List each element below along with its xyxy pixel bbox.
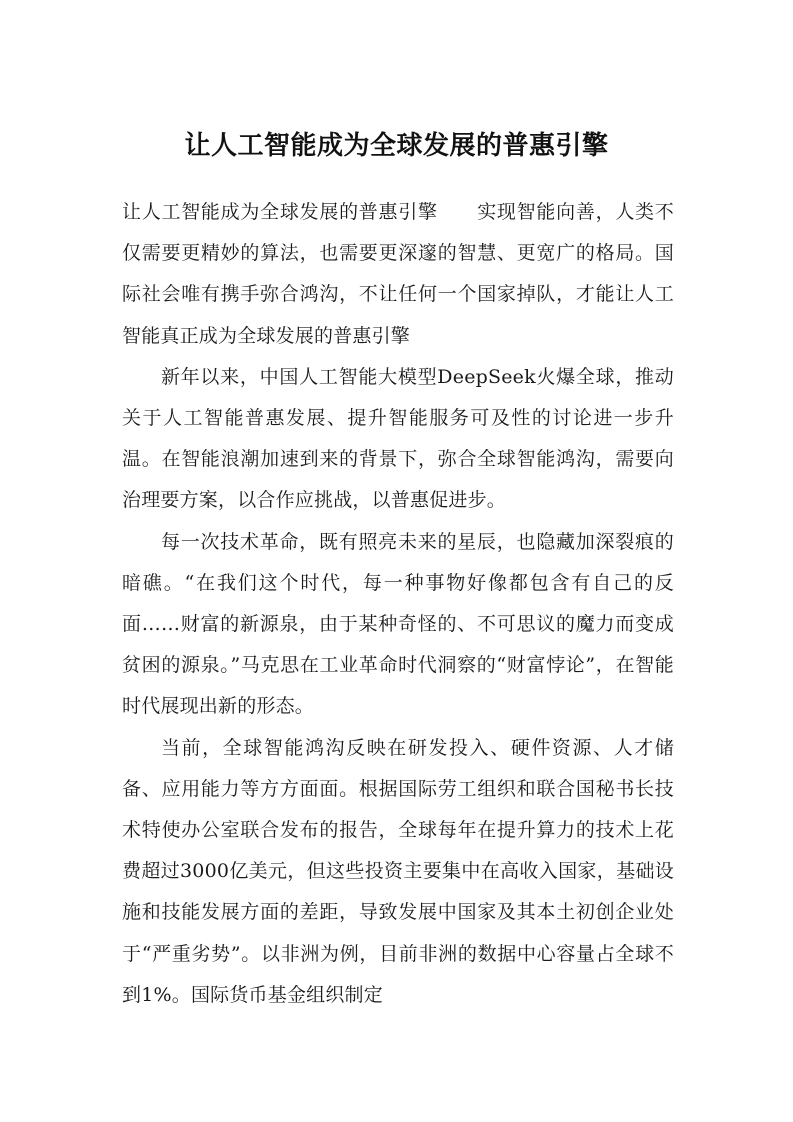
paragraph-intro: 让人工智能成为全球发展的普惠引擎 实现智能向善，人类不仅需要更精妙的算法，也需要更深邃的智慧、更宽广的格局。国际社会唯有携手弥合鸿沟，不让任何一个国家掉队，才能让人工智能真正成为全球发展的普惠引擎 [122, 201, 674, 347]
paragraph-deepseek: 新年以来，中国人工智能大模型DeepSeek火爆全球，推动关于人工智能普惠发展、提升智能服务可及性的讨论进一步升温。在智能浪潮加速到来的背景下，弥合全球智能鸿沟，需要向治理要方案，以合作应挑战，以普惠促进步。 [122, 365, 674, 512]
document-title: 让人工智能成为全球发展的普惠引擎 [184, 131, 609, 161]
document-body [122, 192, 674, 1016]
paragraph-global-divide: 当前，全球智能鸿沟反映在研发投入、硬件资源、人才储备、应用能力等方方面面。根据国际劳工组织和联合国秘书长技术特使办公室联合发布的报告，全球每年在提升算力的技术上花费超过3000亿美元，但这些投资主要集中在高收入国家，基础设施和技能发展方面的差距，导致发展中国家及其本土初创企业处于“严重劣势”。以非洲为例，目前非洲的数据中心容量占全球不到1%。国际货币基金组织制定 [122, 736, 674, 1006]
paragraph-tech-revolution: 每一次技术革命，既有照亮未来的星辰，也隐藏加深裂痕的暗礁。“在我们这个时代，每一种事物好像都包含有自己的反面……财富的新源泉，由于某种奇怪的、不可思议的魔力而变成贫困的源泉。”马克思在工业革命时代洞察的“财富悖论”，在智能时代展现出新的形态。 [122, 530, 674, 718]
